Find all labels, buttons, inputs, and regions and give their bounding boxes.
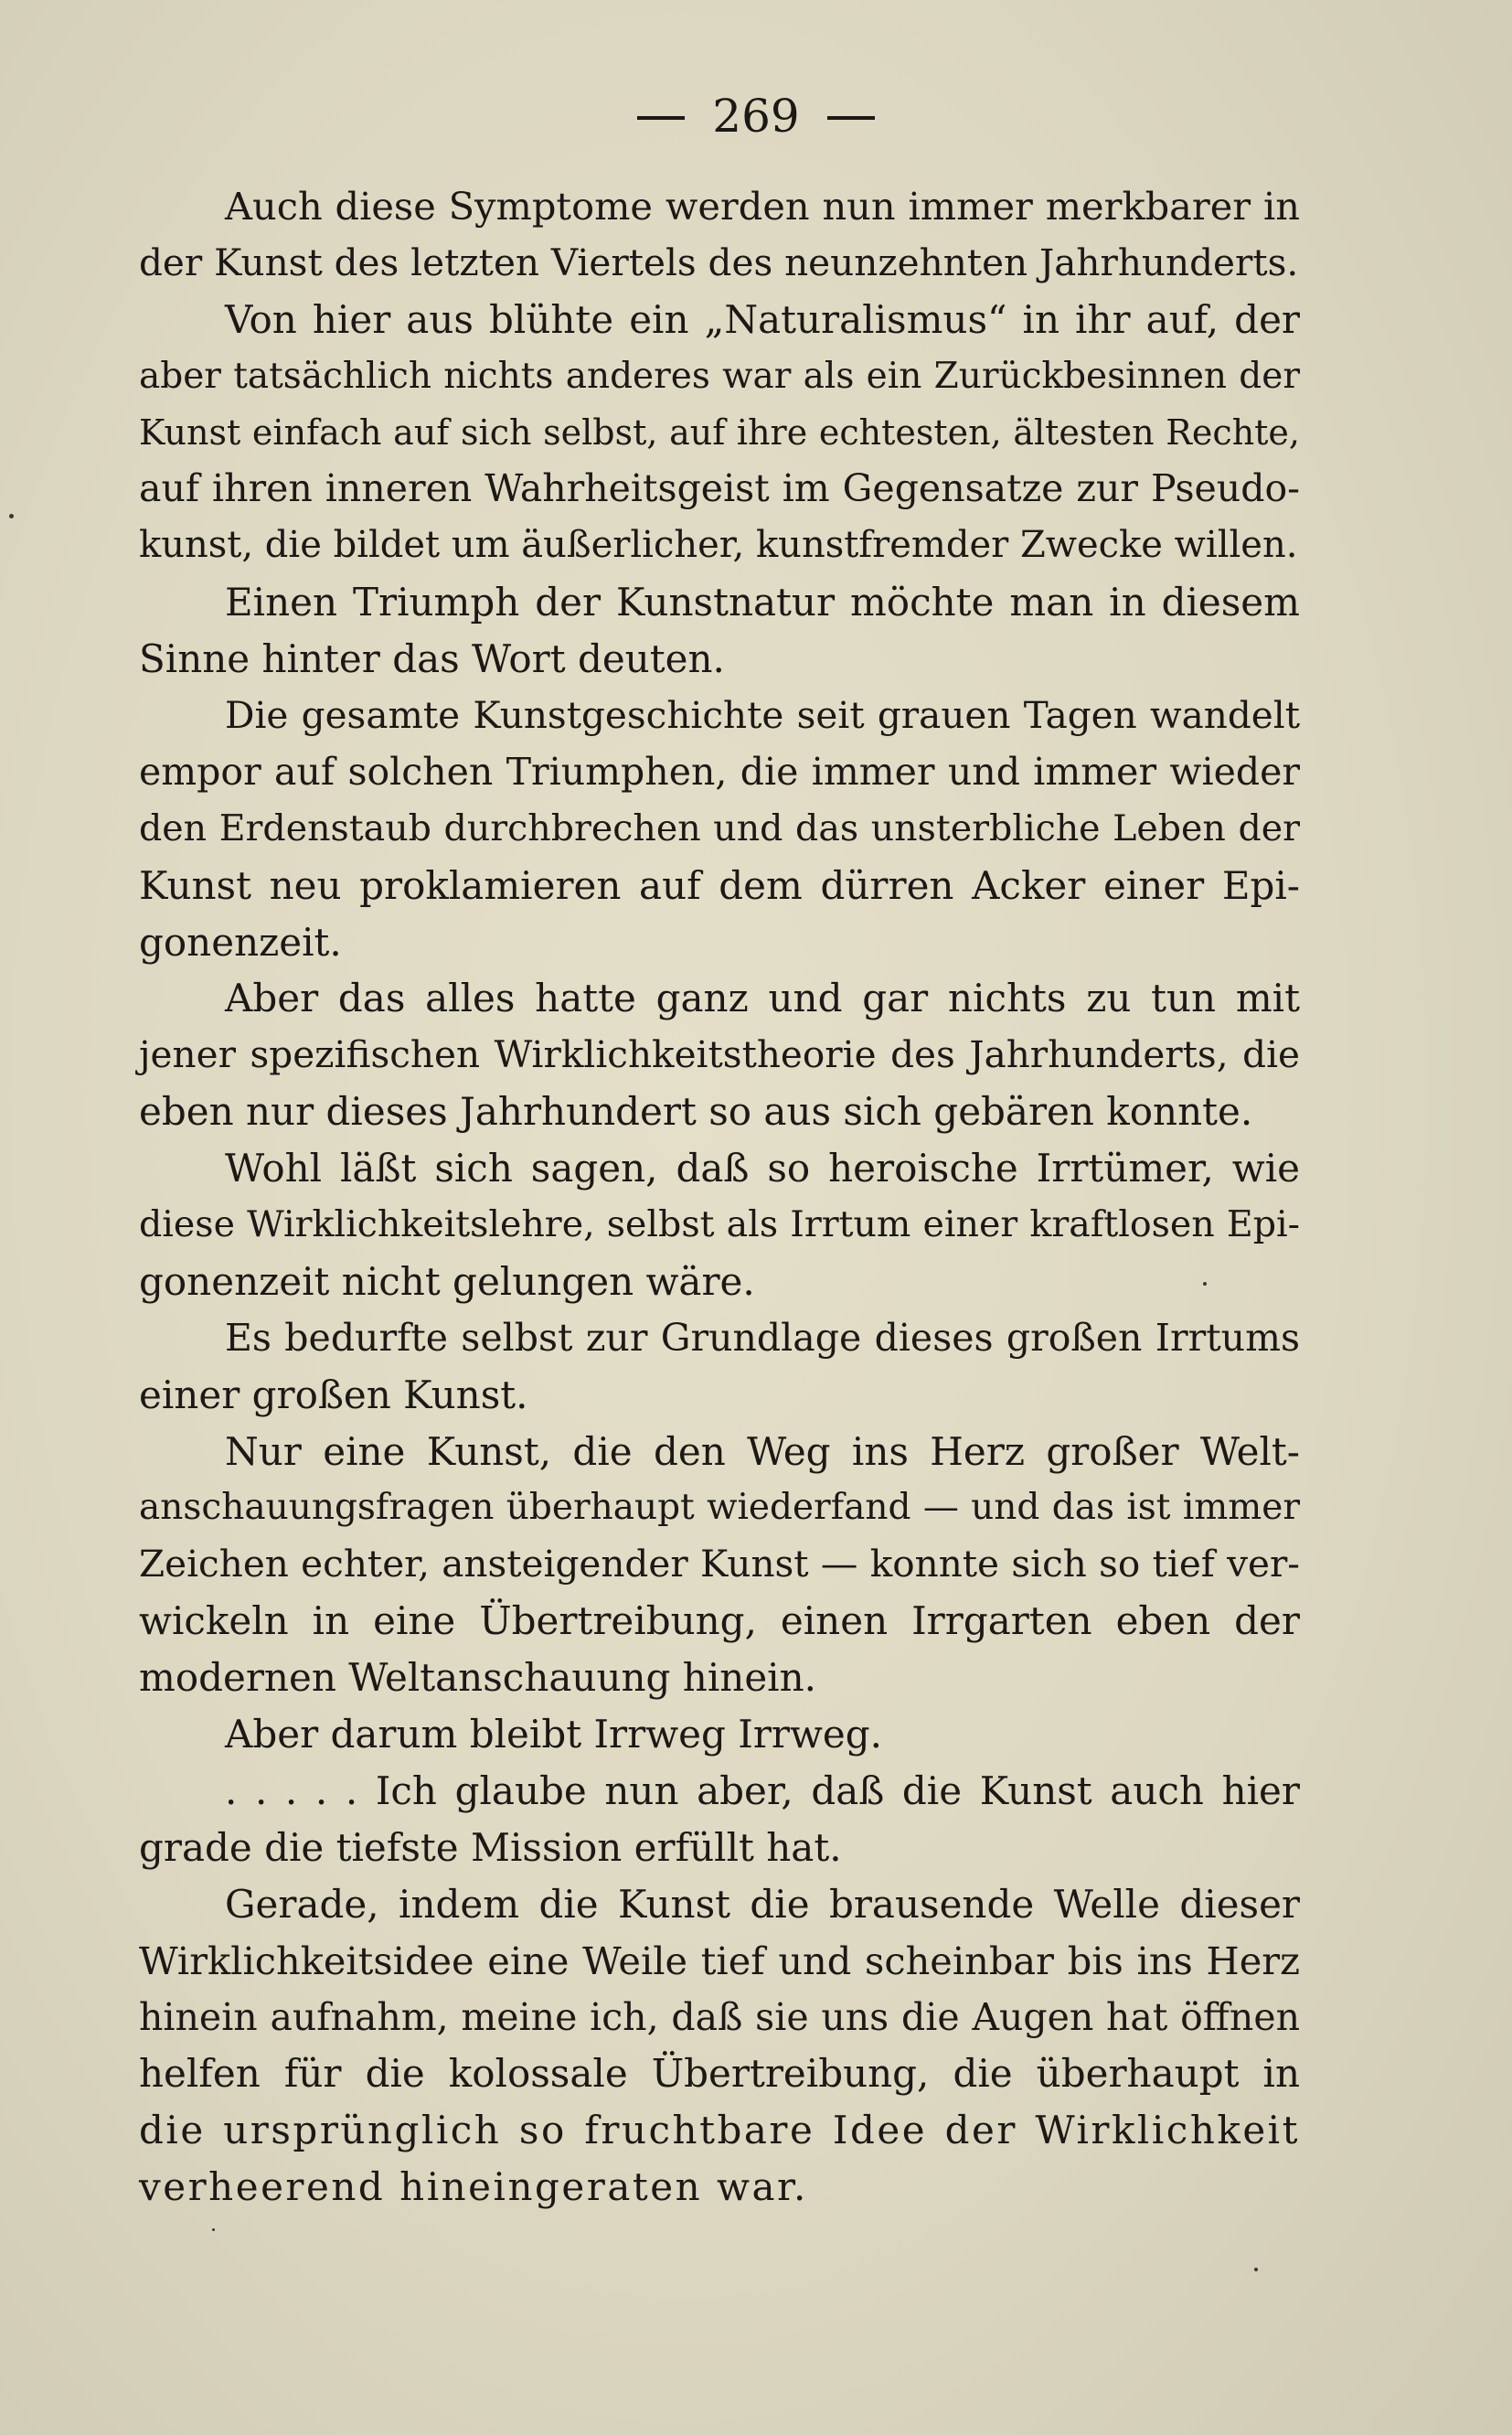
text-line: wickeln in eine Übertreibung, einen Irrgarten eben der [139,1598,1300,1644]
text-line: empor auf solchen Triumphen, die immer und immer wieder [139,749,1300,794]
text-line: den Erdenstaub durchbrechen und das unsterbliche Leben der [139,806,1300,849]
text-line: Aber darum bleibt Irrweg Irrweg. [225,1712,883,1757]
text-line: aber tatsächlich nichts anderes war als ein Zurückbesinnen der [139,355,1300,397]
text-line: . . . . . Ich glaube nun aber, daß die Kunst auch hier [225,1768,1300,1813]
text-line: die ursprünglich so fruchtbare Idee der Wirklichkeit [139,2108,1300,2153]
text-line: hinein aufnahm, meine ich, daß sie uns die Augen hat öffnen [139,1994,1300,2039]
text-line: eben nur dieses Jahrhundert so aus sich gebären konnte. [139,1089,1253,1135]
text-line: einer großen Kunst. [139,1372,528,1417]
text-line: Zeichen echter, ansteigender Kunst — konnte sich so tief ver- [139,1542,1300,1586]
text-line: gonenzeit. [139,919,342,965]
paper-speck [1254,2268,1258,2271]
text-line: helfen für die kolossale Übertreibung, die überhaupt in [139,2051,1300,2097]
text-line: Einen Triumph der Kunstnatur möchte man in diesem [225,580,1300,625]
text-line: gonenzeit nicht gelungen wäre. [139,1258,755,1304]
text-line: Die gesamte Kunstgeschichte seit grauen Tagen wandelt [225,693,1300,738]
text-line: modernen Weltanschauung hinein. [139,1655,817,1701]
text-line: auf ihren inneren Wahrheitsgeist im Gegensatze zur Pseudo- [139,466,1300,511]
text-line: jener spezifischen Wirklichkeitstheorie des Jahrhunderts, die [139,1032,1300,1077]
paper-speck [212,2228,215,2231]
body-text [139,178,1300,2216]
header-dash-right [827,116,875,120]
text-line: Kunst einfach auf sich selbst, auf ihre echtesten, ältesten Rechte, [139,411,1300,453]
text-line: Kunst neu proklamieren auf dem dürren Acker einer Epi- [139,862,1300,908]
header-dash-left [637,116,685,120]
text-line: diese Wirklichkeitslehre, selbst als Irrtum einer kraftlosen Epi- [139,1203,1300,1246]
text-line: kunst, die bildet um äußerlicher, kunstfremder Zwecke willen. [139,524,1298,567]
text-line: Nur eine Kunst, die den Weg ins Herz großer Welt- [225,1428,1300,1474]
text-line: Auch diese Symptome werden nun immer merkbarer in [225,184,1300,229]
text-line: der Kunst des letzten Viertels des neunzehnten Jahrhunderts. [139,240,1299,284]
page-number: 269 [712,90,800,143]
text-line: Gerade, indem die Kunst die brausende Welle dieser [225,1881,1300,1927]
text-line: grade die tiefste Mission erfüllt hat. [139,1824,842,1870]
text-line: Es bedurfte selbst zur Grundlage dieses großen Irrtums [225,1315,1300,1360]
text-line: Aber das alles hatte ganz und gar nichts zu tun mit [225,976,1300,1021]
page-header [0,84,1512,148]
text-line: verheerend hineingeraten war. [139,2164,808,2210]
text-line: Wirklichkeitsidee eine Weile tief und scheinbar bis ins Herz [139,1938,1300,1983]
text-line: anschauungsfragen überhaupt wiederfand — und das ist immer [139,1487,1300,1529]
paper-speck [9,514,14,518]
text-line: Sinne hinter das Wort deuten. [139,636,725,682]
text-line: Von hier aus blühte ein „Naturalismus“ in ihr auf, der [225,296,1300,342]
text-line: Wohl läßt sich sagen, daß so heroische Irrtümer, wie [225,1146,1300,1191]
